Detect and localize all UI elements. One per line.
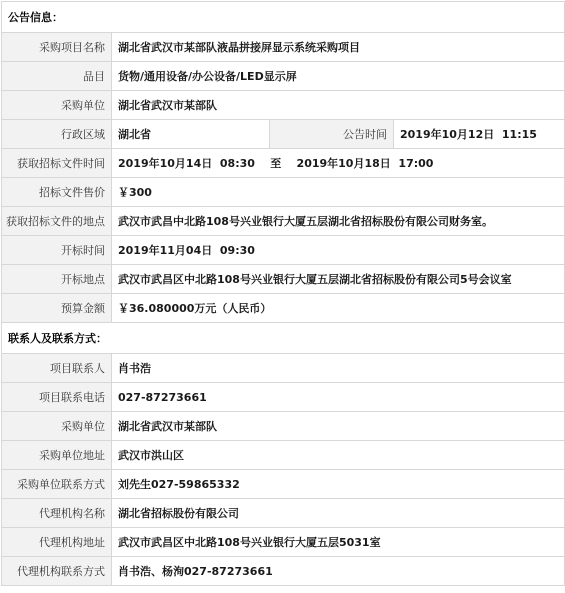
row-purchaser-address [2, 441, 565, 470]
label-obtain-time: 获取招标文件时间 [2, 149, 112, 178]
label-budget: 预算金额 [2, 294, 112, 323]
value-purchaser-contact: 刘先生027-59865332 [112, 470, 565, 499]
label-project-contact: 项目联系人 [2, 354, 112, 383]
label-doc-price: 招标文件售价 [2, 178, 112, 207]
label-project-phone: 项目联系电话 [2, 383, 112, 412]
row-project-name [2, 33, 565, 62]
row-purchaser [2, 91, 565, 120]
value-project-contact: 肖书浩 [112, 354, 565, 383]
section-title-contacts: 联系人及联系方式： [2, 323, 565, 354]
section-row-announcement [2, 2, 565, 33]
value-contact-purchaser: 湖北省武汉市某部队 [112, 412, 565, 441]
value-obtain-place: 武汉市武昌中北路108号兴业银行大厦五层湖北省招标股份有限公司财务室。 [112, 207, 565, 236]
row-obtain-time [2, 149, 565, 178]
value-region: 湖北省 [112, 120, 270, 149]
label-agency-contact: 代理机构联系方式 [2, 557, 112, 586]
label-open-time: 开标时间 [2, 236, 112, 265]
row-project-phone [2, 383, 565, 412]
label-purchaser-contact: 采购单位联系方式 [2, 470, 112, 499]
row-doc-price [2, 178, 565, 207]
row-region-publish-time [2, 120, 565, 149]
value-doc-price: ￥300 [112, 178, 565, 207]
row-open-time [2, 236, 565, 265]
section-row-contacts [2, 323, 565, 354]
label-contact-purchaser: 采购单位 [2, 412, 112, 441]
value-agency-contact: 肖书浩、杨洵027-87273661 [112, 557, 565, 586]
row-agency-address [2, 528, 565, 557]
value-purchaser-address: 武汉市洪山区 [112, 441, 565, 470]
label-category: 品目 [2, 62, 112, 91]
value-publish-time: 2019年10月12日 11:15 [394, 120, 565, 149]
value-purchaser: 湖北省武汉市某部队 [112, 91, 565, 120]
value-project-name: 湖北省武汉市某部队液晶拼接屏显示系统采购项目 [112, 33, 565, 62]
row-open-place [2, 265, 565, 294]
label-publish-time: 公告时间 [270, 120, 394, 149]
row-project-contact [2, 354, 565, 383]
row-budget [2, 294, 565, 323]
value-open-place: 武汉市武昌区中北路108号兴业银行大厦五层湖北省招标股份有限公司5号会议室 [112, 265, 565, 294]
value-obtain-time: 2019年10月14日 08:30 至 2019年10月18日 17:00 [112, 149, 565, 178]
value-agency-name: 湖北省招标股份有限公司 [112, 499, 565, 528]
label-open-place: 开标地点 [2, 265, 112, 294]
value-category: 货物/通用设备/办公设备/LED显示屏 [112, 62, 565, 91]
row-purchaser-contact [2, 470, 565, 499]
row-contact-purchaser [2, 412, 565, 441]
label-purchaser: 采购单位 [2, 91, 112, 120]
label-agency-name: 代理机构名称 [2, 499, 112, 528]
label-project-name: 采购项目名称 [2, 33, 112, 62]
label-region: 行政区域 [2, 120, 112, 149]
row-obtain-place [2, 207, 565, 236]
value-agency-address: 武汉市武昌区中北路108号兴业银行大厦五层5031室 [112, 528, 565, 557]
row-agency-name [2, 499, 565, 528]
label-agency-address: 代理机构地址 [2, 528, 112, 557]
value-project-phone: 027-87273661 [112, 383, 565, 412]
label-purchaser-address: 采购单位地址 [2, 441, 112, 470]
value-open-time: 2019年11月04日 09:30 [112, 236, 565, 265]
row-agency-contact [2, 557, 565, 586]
value-budget: ￥36.080000万元（人民币） [112, 294, 565, 323]
announcement-table [1, 1, 565, 586]
row-category [2, 62, 565, 91]
announcement-page [1, 1, 564, 591]
section-title-announcement: 公告信息： [2, 2, 565, 33]
label-obtain-place: 获取招标文件的地点 [2, 207, 112, 236]
